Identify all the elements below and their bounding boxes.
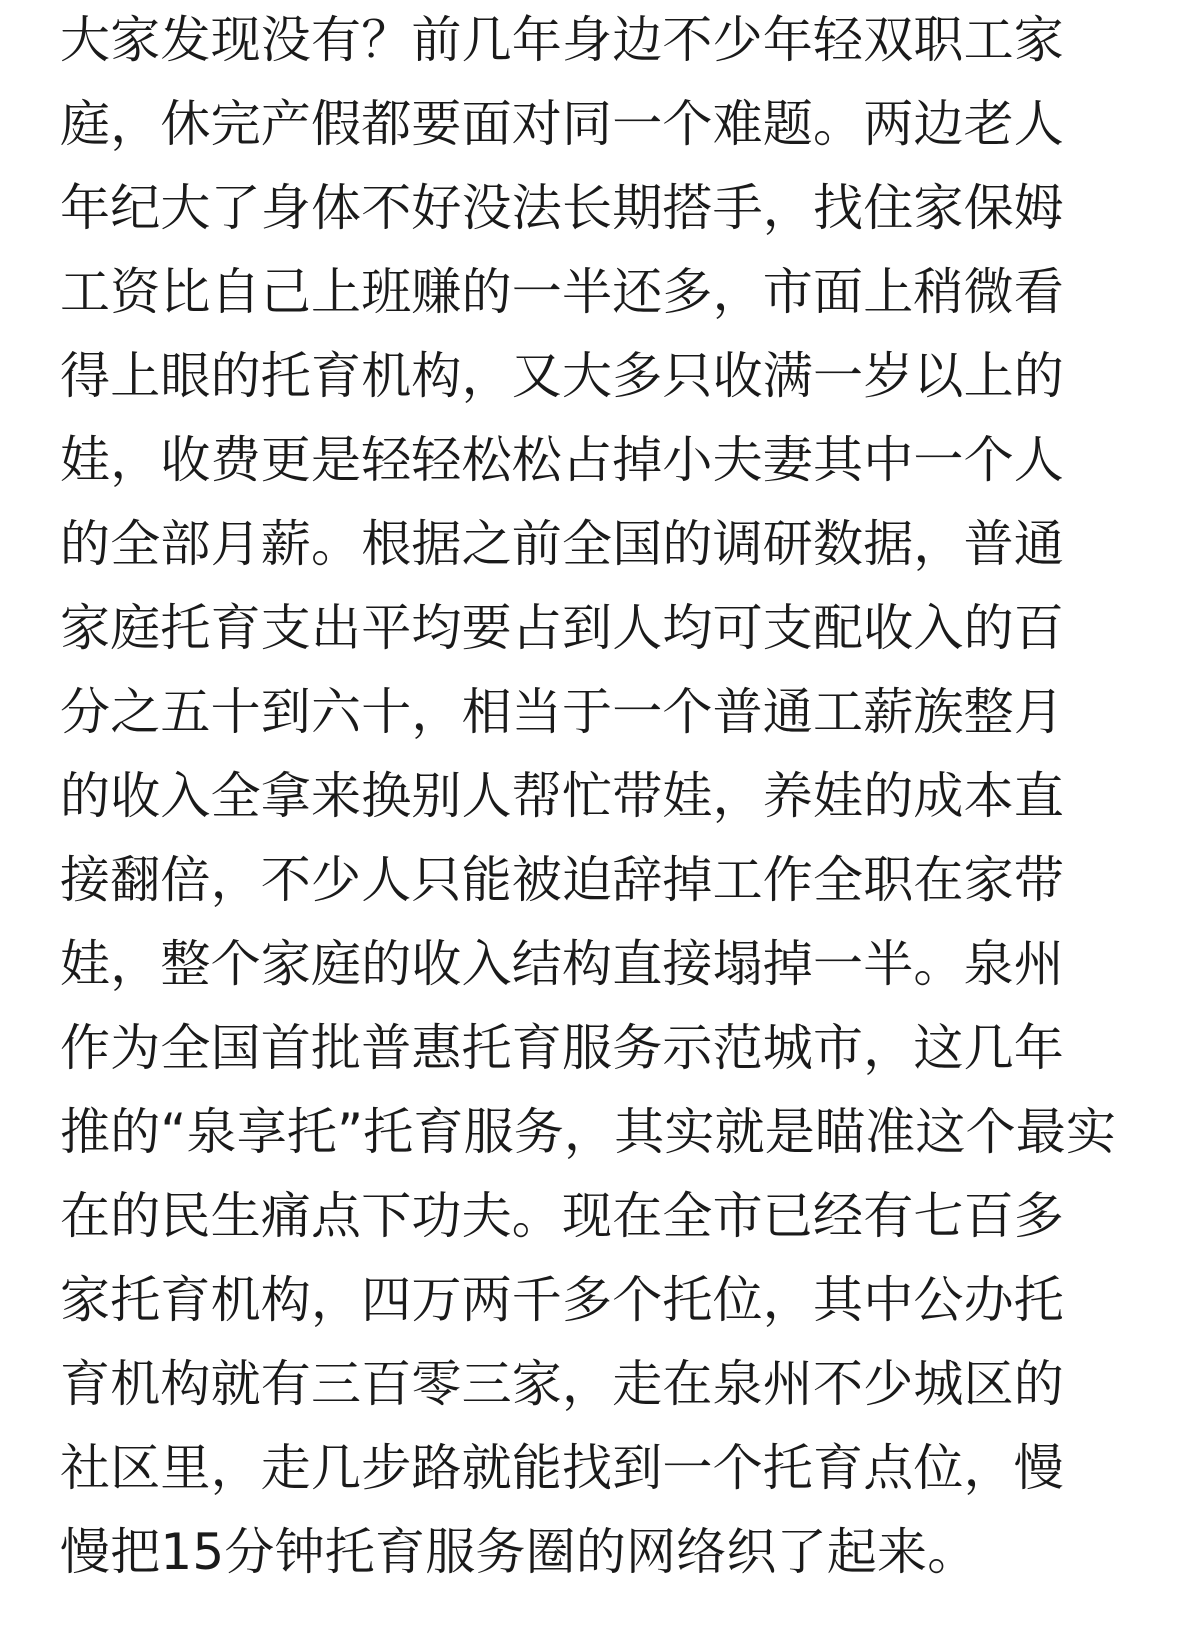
- text-line: 家庭托育支出平均要占到人均可支配收入的百: [60, 599, 1064, 657]
- text-line: 娃，整个家庭的收入结构直接塌掉一半。泉州: [60, 935, 1064, 993]
- text-line: 娃，收费更是轻轻松松占掉小夫妻其中一个人: [60, 431, 1064, 489]
- text-line: 工资比自己上班赚的一半还多，市面上稍微看: [60, 263, 1064, 321]
- text-line: 的收入全拿来换别人帮忙带娃，养娃的成本直: [60, 767, 1064, 825]
- article-text: [60, 0, 1120, 1635]
- text-line: 育机构就有三百零三家，走在泉州不少城区的: [60, 1355, 1064, 1413]
- text-line: 接翻倍，不少人只能被迫辞掉工作全职在家带: [60, 851, 1064, 909]
- text-line: 社区里，走几步路就能找到一个托育点位，慢: [60, 1439, 1064, 1497]
- text-line: 大家发现没有？前几年身边不少年轻双职工家: [60, 11, 1064, 69]
- text-line: 慢把15分钟托育服务圈的网络织了起来。: [60, 1523, 978, 1581]
- text-line: 推的“泉享托”托育服务，其实就是瞄准这个最实: [60, 1103, 1117, 1161]
- text-line: 年纪大了身体不好没法长期搭手，找住家保姆: [60, 179, 1064, 237]
- text-line: 在的民生痛点下功夫。现在全市已经有七百多: [60, 1187, 1064, 1245]
- text-line: 得上眼的托育机构，又大多只收满一岁以上的: [60, 347, 1064, 405]
- text-line: 的全部月薪。根据之前全国的调研数据，普通: [60, 515, 1064, 573]
- text-line: 作为全国首批普惠托育服务示范城市，这几年: [60, 1019, 1064, 1077]
- text-line: 庭，休完产假都要面对同一个难题。两边老人: [60, 95, 1064, 153]
- text-line: 分之五十到六十，相当于一个普通工薪族整月: [60, 683, 1064, 741]
- text-line: 家托育机构，四万两千多个托位，其中公办托: [60, 1271, 1064, 1329]
